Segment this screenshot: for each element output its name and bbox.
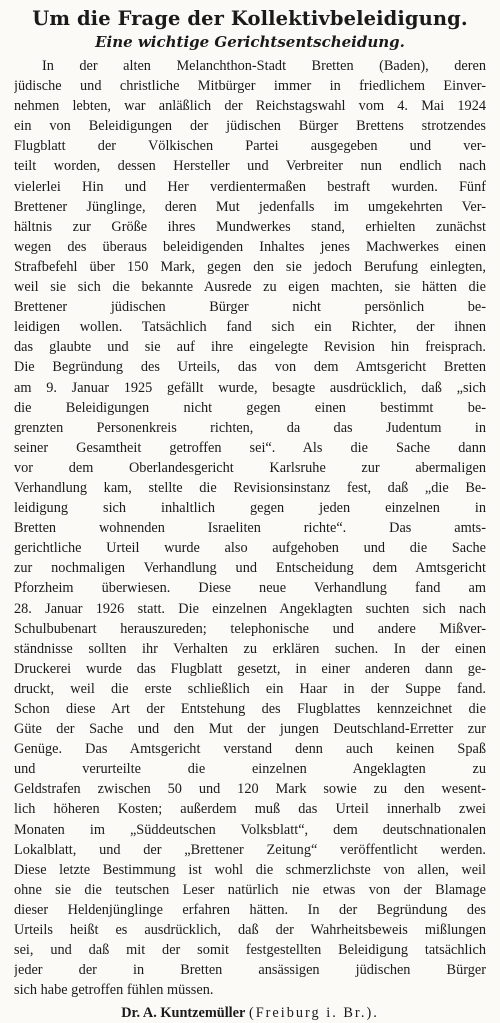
text-line: Brettener jüdischen Bürger nicht persönlich be- bbox=[14, 299, 486, 316]
text-line: sei, und daß mit der somit festgestellten Beleidigung tatsächlich bbox=[14, 942, 486, 959]
text-line: Genüge. Das Amtsgericht verstand denn auch keinen Spaß bbox=[14, 741, 486, 758]
text-line: teilt worden, dessen Hersteller und Verbreiter nun endlich nach bbox=[14, 158, 486, 175]
text-line: jeder der in Bretten ansässigen jüdischen Bürger bbox=[14, 962, 486, 979]
text-line: In der alten Melanchthon-Stadt Bretten (Baden), deren bbox=[42, 58, 486, 74]
text-line: Schon diese Art der Entstehung des Flugblattes kennzeichnet die bbox=[14, 701, 486, 717]
article-body bbox=[14, 56, 486, 1000]
text-line: dieser Heldenjünglinge erfahren hätten. In der Begründung des bbox=[14, 901, 486, 918]
text-line: ohne sie die teutschen Leser natürlich nie etwas von der Blamage bbox=[14, 881, 486, 898]
text-line: leidigen wollen. Tatsächlich fand sich ein Richter, der ihnen bbox=[14, 319, 486, 336]
text-line: Die Begründung des Urteils, das von dem Amtsgericht Bretten bbox=[14, 359, 486, 376]
signature-location: (Freiburg i. Br.). bbox=[248, 1005, 379, 1022]
text-line: Urteils heißt es ausdrücklich, daß der Wahrheitsbeweis mißlungen bbox=[14, 922, 486, 939]
text-line: und verurteilte die einzelnen Angeklagten zu bbox=[14, 761, 486, 778]
text-line: Diese letzte Bestimmung ist wohl die schmerzlichste von allen, weil bbox=[14, 861, 486, 878]
text-line: Schulbubenart herauszureden; telephonische und andere Mißver- bbox=[14, 620, 486, 637]
text-line: zur nochmaligen Verhandlung und Entscheidung dem Amtsgericht bbox=[14, 560, 486, 577]
text-line: wegen des überaus beleidigenden Inhaltes jenes Machwerkes einen bbox=[14, 238, 486, 255]
text-line: Flugblatt der Völkischen Partei ausgegeben und ver- bbox=[14, 138, 486, 155]
text-line: ein von Beleidigungen der jüdischen Bürger Brettens strotzendes bbox=[14, 118, 486, 135]
text-line: leidigung sich inhaltlich gegen jeden einzelnen in bbox=[14, 500, 486, 517]
text-line: das glaubte und sie auf ihre eingelegte Revision hin freisprach. bbox=[14, 339, 486, 356]
text-line: lich höheren Kosten; außerdem muß das Urteil innerhalb zwei bbox=[14, 801, 486, 818]
text-line: die Beleidigungen nicht gegen einen bestimmt be- bbox=[14, 399, 486, 416]
text-line: Bretten wohnenden Israeliten richte“. Das amts- bbox=[14, 520, 486, 537]
text-line: Verhandlung kam, stellte die Revisionsinstanz fest, daß „die Be- bbox=[14, 479, 486, 496]
text-line: Güte der Sache und den Mut der jungen Deutschland-Erretter zur bbox=[14, 721, 486, 738]
text-line: vor dem Oberlandesgericht Karlsruhe zur abermaligen bbox=[14, 459, 486, 476]
text-line: am 9. Januar 1925 gefällt wurde, besagte ausdrücklich, daß „sich bbox=[14, 379, 486, 396]
text-line: Monaten im „Süddeutschen Volksblatt“, dem deutschnationalen bbox=[14, 821, 486, 838]
article-headline: Um die Frage der Kollektivbeleidigung. bbox=[32, 7, 468, 30]
text-line: druckt, weil die erste schließlich ein Haar in der Suppe fand. bbox=[14, 680, 486, 697]
text-line: seiner Gesamtheit getroffen sei“. Als die Sache dann bbox=[14, 439, 486, 456]
text-line: Geldstrafen zwischen 50 und 120 Mark sowie zu den wesent- bbox=[14, 781, 486, 798]
text-line: hältnis zur Größe ihres Mundwerkes stand, erhielten zunächst bbox=[14, 218, 486, 235]
text-line: ständnisse sollten ihr Verhalten zu erklären suchen. In der einen bbox=[14, 640, 486, 657]
text-line: Lokalblatt, und der „Brettener Zeitung“ veröffentlicht werden. bbox=[14, 841, 486, 858]
text-line: Strafbefehl über 150 Mark, gegen den sie jedoch Berufung einlegten, bbox=[14, 258, 486, 275]
text-line: Druckerei wurde das Flugblatt gesetzt, in einer anderen dann ge- bbox=[14, 660, 486, 677]
text-line: Brettener Jünglinge, deren Mut jedenfalls im umgekehrten Ver- bbox=[14, 198, 486, 215]
article-subheadline: Eine wichtige Gerichtsentscheidung. bbox=[95, 33, 405, 51]
text-line: vielerlei Hin und Her verdientermaßen bestraft wurden. Fünf bbox=[14, 178, 486, 195]
text-line: 28. Januar 1926 statt. Die einzelnen Angeklagten suchten sich nach bbox=[14, 600, 486, 617]
article-signature bbox=[14, 1003, 486, 1023]
text-line: sich habe getroffen fühlen müssen. bbox=[14, 982, 214, 999]
text-line: nehmen lebten, war anläßlich der Reichstagswahl vom 4. Mai 1924 bbox=[14, 98, 486, 115]
text-line: grenzten Personenkreis richten, da das Judentum in bbox=[14, 419, 486, 436]
signature-author: Dr. A. Kuntzemüller bbox=[121, 1005, 246, 1022]
text-line: weil sie sich die bekannte Ausrede zu eigen machten, sie hätten die bbox=[14, 279, 486, 296]
text-line: gerichtliche Urteil wurde also aufgehoben und die Sache bbox=[14, 540, 486, 557]
text-line: jüdische und christliche Mitbürger immer in friedlichem Einver- bbox=[14, 78, 486, 95]
text-line: Pforzheim überwiesen. Diese neue Verhandlung fand am bbox=[14, 580, 486, 597]
